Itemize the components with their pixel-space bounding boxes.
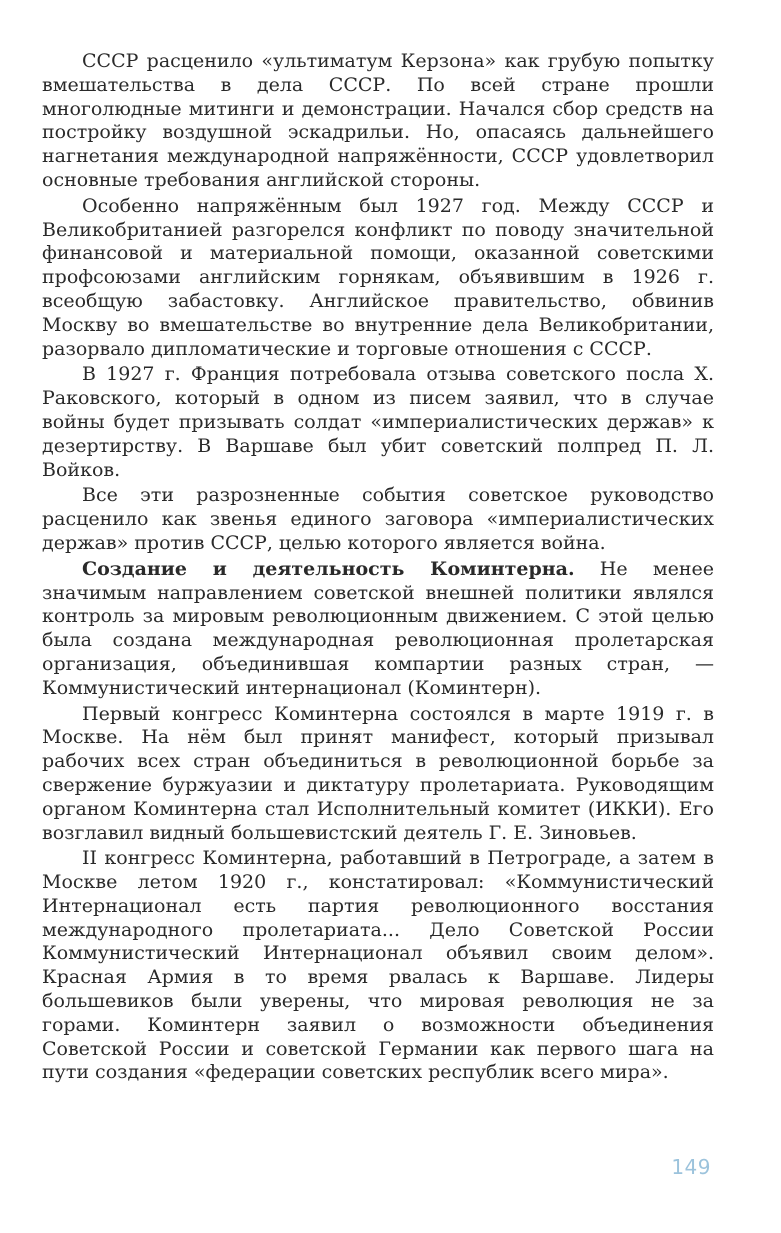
paragraph-7-text: II конгресс Коминтерна, работавший в Петрограде, а затем в Москве летом 1920 г., констатировал: «Коммунистический Интернационал есть партия революционного восстания международного пролетариата... Дело Советской России Коммунистический Интернационал объявил своим делом». Красная Армия в то время рвалась к Варшаве. Лидеры большевиков были уверены, что мировая революция не за горами. Коминтерн заявил о возможности объединения Советской России и советской Германии как первого шага на пути создания «федерации советских республик всего мира». <box>42 847 714 1084</box>
paragraph-4-text: Все эти разрозненные события советское руководство расценило как звенья единого заговора «империалистических держав» против СССР, целью которого является война. <box>42 484 714 554</box>
paragraph-3-text: В 1927 г. Франция потребовала отзыва советского посла Х. Раковского, который в одном из писем заявил, что в случае войны будет призывать солдат «империалистических держав» к дезертирству. В Варшаве был убит советский полпред П. Л. Войков. <box>42 363 714 481</box>
paragraph-6-text: Первый конгресс Коминтерна состоялся в марте 1919 г. в Москве. На нём был принят манифест, который призывал рабочих всех стран объединиться в революционной борьбе за свержение буржуазии и диктатуру пролетариата. Руководящим органом Коминтерна стал Исполнительный комитет (ИККИ). Его возглавил видный большевистский деятель Г. Е. Зиновьев. <box>42 702 714 844</box>
paragraph-5-text: Не менее значимым направлением советской внешней политики являлся контроль за мировым революционным движением. С этой целью была создана международная революционная пролетарская организация, объединившая компартии разных стран, — Коммунистический интернационал (Коминтерн). <box>42 557 714 699</box>
paragraph-4 <box>42 484 714 555</box>
paragraph-2 <box>42 195 714 362</box>
section-heading-comintern: Создание и деятельность Коминтерна. <box>82 557 575 580</box>
paragraph-6 <box>42 703 714 846</box>
page-body <box>42 50 714 1087</box>
paragraph-3 <box>42 363 714 482</box>
paragraph-2-text: Особенно напряжённым был 1927 год. Между СССР и Великобританией разгорелся конфликт по поводу значительной финансовой и материальной помощи, оказанной советскими профсоюзами английским горнякам, объявившим в 1926 г. всеобщую забастовку. Английское правительство, обвинив Москву во вмешательстве во внутренние дела Великобритании, разорвало дипломатические и торговые отношения с СССР. <box>42 194 714 360</box>
paragraph-1 <box>42 50 714 193</box>
page-number: 149 <box>671 1155 711 1179</box>
paragraph-5 <box>42 558 714 701</box>
paragraph-7 <box>42 847 714 1085</box>
paragraph-1-text: СССР расценило «ультиматум Керзона» как грубую попытку вмешательства в дела СССР. По всей стране прошли многолюдные митинги и демонстрации. Начался сбор средств на постройку воздушной эскадрильи. Но, опасаясь дальнейшего нагнетания международной напряжённости, СССР удовлетворил основные требования английской стороны. <box>42 50 714 191</box>
